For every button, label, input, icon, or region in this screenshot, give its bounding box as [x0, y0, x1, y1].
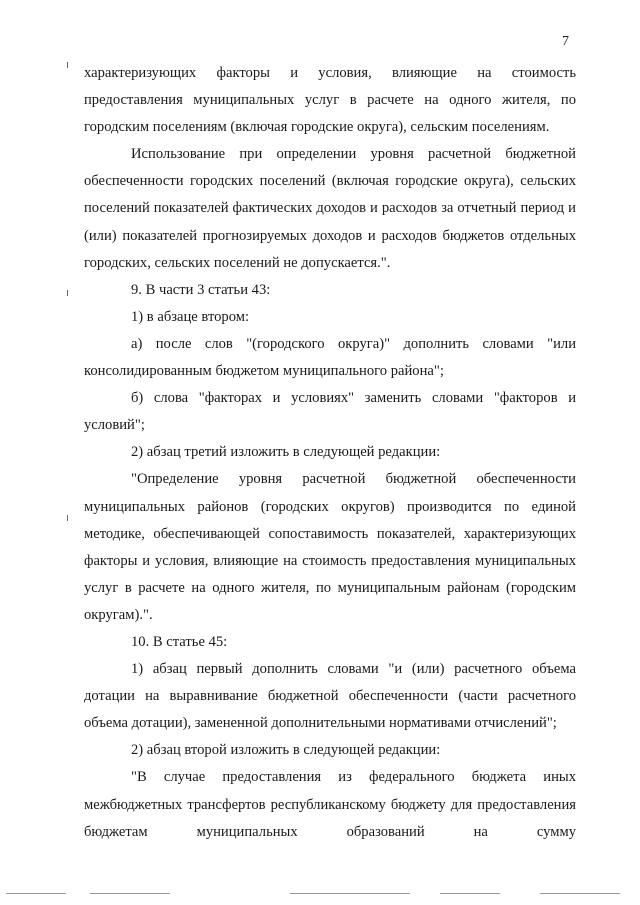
scan-edge-line	[290, 893, 410, 894]
paragraph: 1) абзац первый дополнить словами "и (или) расчетного объема дотации на выравнивание бюджетной обеспеченности (части расчетного объема дотации), замененной дополнительными нормативами отчислений";	[84, 661, 576, 732]
paragraph: 2) абзац второй изложить в следующей редакции:	[131, 742, 441, 759]
paragraph: 9. В части 3 статьи 43:	[131, 281, 271, 298]
scan-edge-line	[90, 893, 170, 894]
paragraph: Использование при определении уровня расчетной бюджетной обеспеченности городских поселений (включая городские округа), сельских поселений показателей фактических доходов и расходов за отчетный период и (или) показателей прогнозируемых доходов и расходов бюджетов отдельных городских, сельских поселений не допускается.".	[84, 146, 576, 271]
scan-edge-line	[540, 893, 620, 894]
paragraph: б) слова "факторах и условиях" заменить словами "факторов и условий";	[84, 390, 576, 434]
paragraph: "В случае предоставления из федерального бюджета иных межбюджетных трансфертов республиканскому бюджету для предоставления бюджетам муниципальных образований на сумму	[84, 769, 576, 840]
paragraph: 2) абзац третий изложить в следующей редакции:	[131, 444, 441, 461]
paragraph: 1) в абзаце втором:	[131, 308, 250, 325]
document-body	[84, 60, 576, 846]
scan-mark	[67, 515, 68, 521]
scan-edge-line	[6, 893, 66, 894]
paragraph: "Определение уровня расчетной бюджетной обеспеченности муниципальных районов (городских округов) производится по единой методике, обеспечивающей сопоставимость показателей, характеризующих факторы и условия, влияющие на стоимость предоставления муниципальных услуг в расчете на одного жителя, по муниципальным районам (городским округам).".	[84, 471, 576, 623]
scan-mark	[67, 62, 68, 68]
scan-edge-line	[440, 893, 500, 894]
paragraph: 10. В статье 45:	[131, 633, 228, 650]
paragraph: характеризующих факторы и условия, влияющие на стоимость предоставления муниципальных услуг в расчете на одного жителя, по городским поселениям (включая городские округа), сельским поселениям.	[84, 65, 576, 136]
paragraph: а) после слов "(городского округа)" дополнить словами "или консолидированным бюджетом муниципального района";	[84, 335, 576, 380]
page-number: 7	[562, 34, 569, 49]
scan-mark	[67, 290, 68, 296]
